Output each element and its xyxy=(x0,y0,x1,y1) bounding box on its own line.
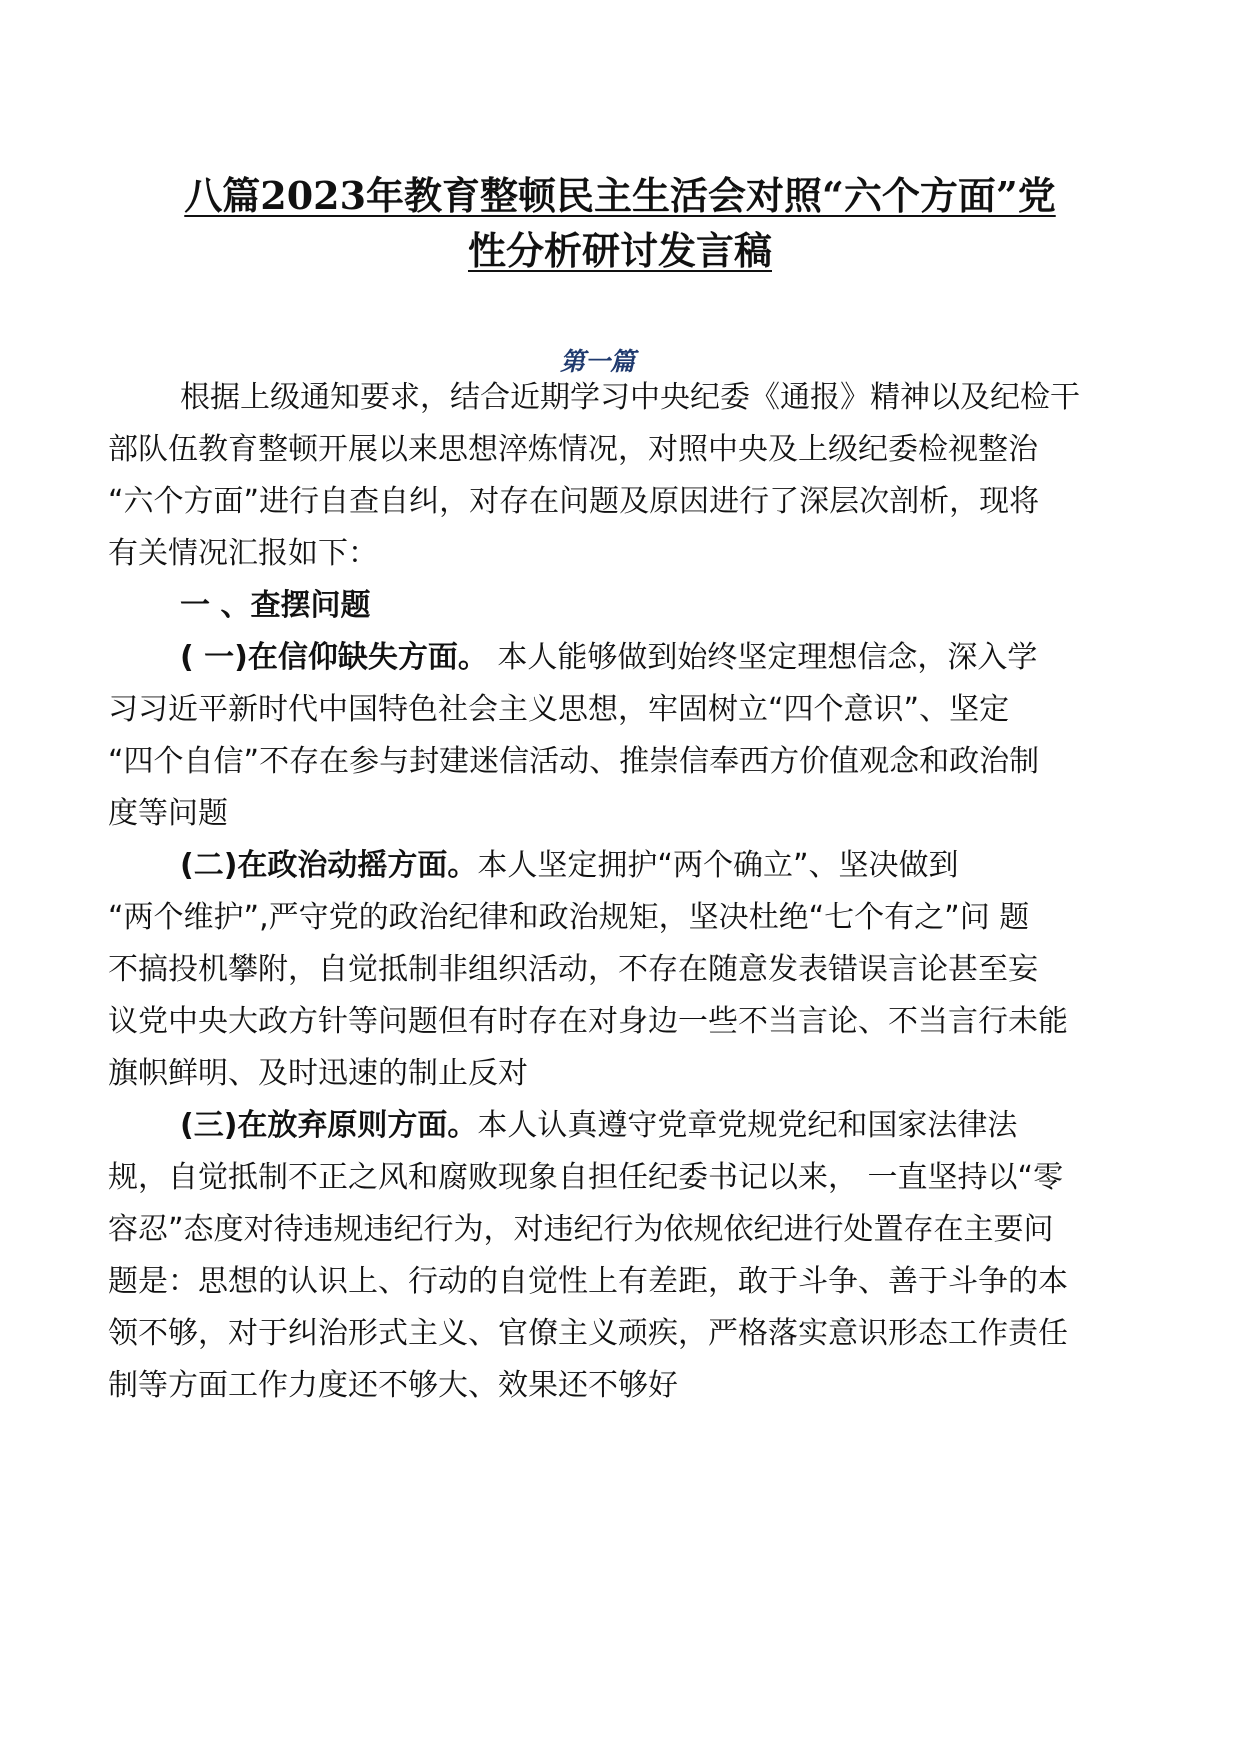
item3-line-3: 容忍”态度对待违规违纪行为，对违纪行为依规依纪进行处置存在主要问 xyxy=(108,1212,1054,1247)
intro-line-4: 有关情况汇报如下： xyxy=(108,536,378,571)
item1-line-4: 度等问题 xyxy=(108,796,228,831)
item2-line-3: 不搞投机攀附，自觉抵制非组织活动，不存在随意发表错误言论甚至妄 xyxy=(108,952,1038,987)
part-one-heading: 一 、查摆问题 xyxy=(180,588,371,623)
section-heading: 第一篇 xyxy=(560,347,636,376)
item1-label: ( 一)在信仰缺失方面。 xyxy=(180,640,488,675)
intro-line-1: 根据上级通知要求，结合近期学习中央纪委《通报》精神以及纪检干 xyxy=(180,380,1080,415)
item3-first-line xyxy=(108,1100,1148,1152)
item3-line-5: 领不够，对于纠治形式主义、官僚主义顽疾，严格落实意识形态工作责任 xyxy=(108,1316,1068,1351)
item2-line-5: 旗帜鲜明、及时迅速的制止反对 xyxy=(108,1056,528,1091)
item3-line-4: 题是：思想的认识上、行动的自觉性上有差距，敢于斗争、善于斗争的本 xyxy=(108,1264,1068,1299)
item3-line-6: 制等方面工作力度还不够大、效果还不够好 xyxy=(108,1368,678,1403)
item2-line-4: 议党中央大政方针等问题但有时存在对身边一些不当言论、不当言行未能 xyxy=(108,1004,1068,1039)
item3-line-2: 规，自觉抵制不正之风和腐败现象自担任纪委书记以来， 一直坚持以“零 xyxy=(108,1160,1064,1195)
item1-line-2: 习习近平新时代中国特色社会主义思想，牢固树立“四个意识”、坚定 xyxy=(108,692,1010,727)
item3-label: (三)在放弃原则方面。 xyxy=(180,1108,478,1143)
title-line-2: 性分析研讨发言稿 xyxy=(467,228,772,273)
item3-first-line-text: 本人认真遵守党章党规党纪和国家法律法 xyxy=(477,1108,1018,1143)
document-body xyxy=(108,372,1148,1412)
item2-first-line-text: 本人坚定拥护“两个确立”、坚决做到 xyxy=(477,848,959,883)
intro-line-2: 部队伍教育整顿开展以来思想淬炼情况，对照中央及上级纪委检视整治 xyxy=(108,432,1038,467)
intro-line-3: “六个方面”进行自查自纠，对存在问题及原因进行了深层次剖析，现将 xyxy=(108,484,1040,519)
item2-line-2: “两个维护”,严守党的政治纪律和政治规矩，坚决杜绝“七个有之”问 题 xyxy=(108,900,1030,935)
item1-line-3: “四个自信”不存在参与封建迷信活动、推崇信奉西方价值观念和政治制 xyxy=(108,744,1040,779)
item1-first-line xyxy=(108,632,1148,684)
item2-label: (二)在政治动摇方面。 xyxy=(180,848,478,883)
document-title xyxy=(120,168,1120,278)
item2-first-line xyxy=(108,840,1148,892)
item1-first-line-text: 本人能够做到始终坚定理想信念，深入学 xyxy=(487,640,1038,675)
title-line-1: 八篇2023年教育整顿民主生活会对照“六个方面”党 xyxy=(184,173,1056,218)
